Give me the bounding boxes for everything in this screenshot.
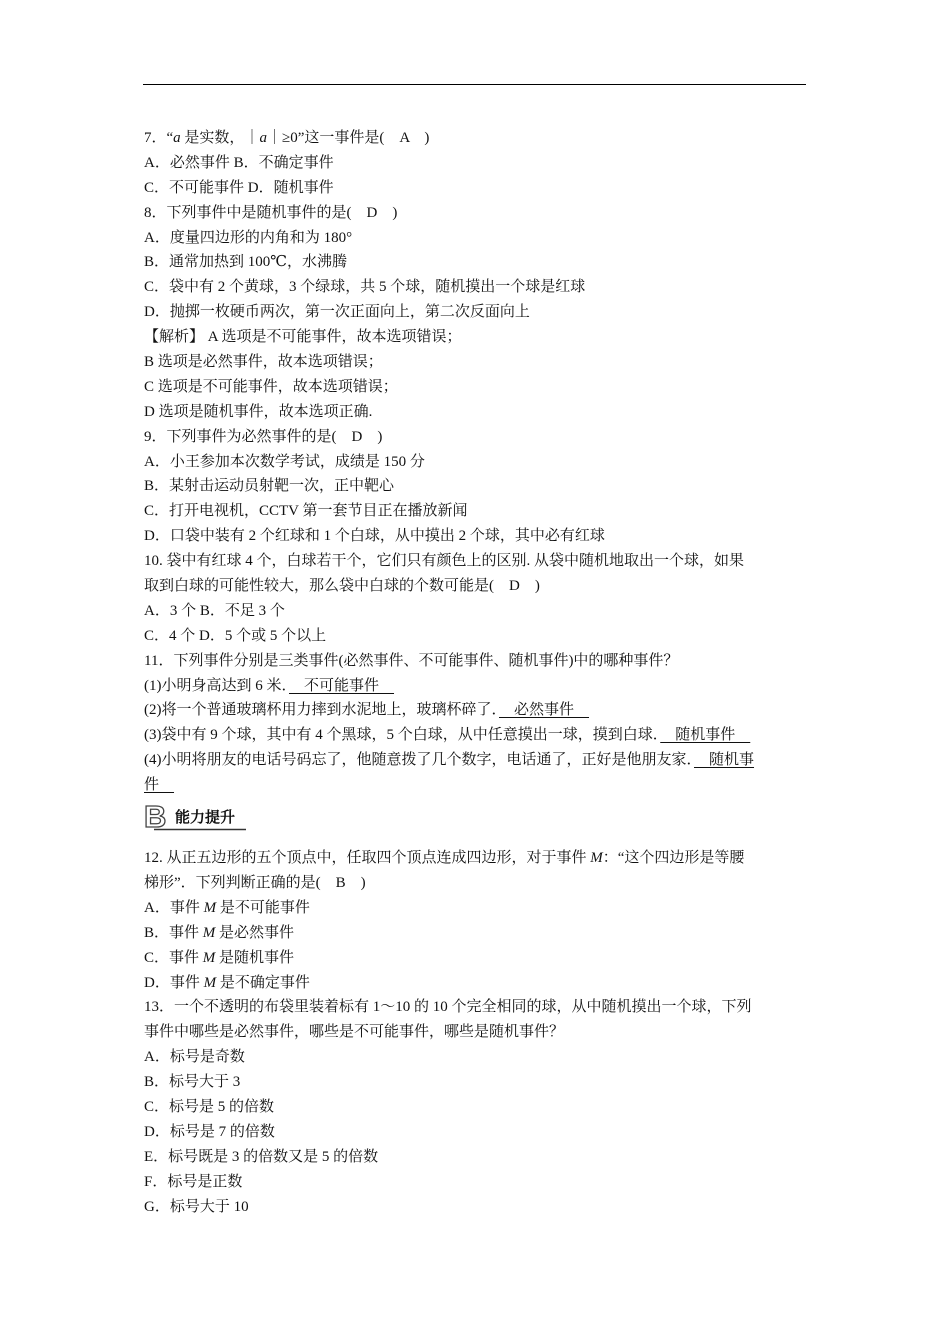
q8-option-b: B．通常加热到 100℃，水沸腾 <box>144 254 348 271</box>
q8-analysis-line-1: 【解析】 A 选项是不可能事件，故本选项错误； <box>144 329 462 346</box>
q12-stem-line-2: 梯形”．下列判断正确的是( B ) <box>144 874 366 891</box>
q12-option-c: C．事件 M 是随机事件 <box>144 949 295 966</box>
q9-stem: 9．下列事件为必然事件的是( D ) <box>144 428 383 445</box>
q9-option-a: A．小王参加本次数学考试，成绩是 150 分 <box>144 453 425 470</box>
q8-option-c: C．袋中有 2 个黄球，3 个绿球，共 5 个球，随机摸出一个球是红球 <box>144 279 586 296</box>
q13-option-e: E．标号既是 3 的倍数又是 5 的倍数 <box>144 1148 379 1165</box>
q13-option-a: A．标号是奇数 <box>144 1049 245 1066</box>
q13-option-f: F．标号是正数 <box>144 1173 243 1190</box>
q9-option-d: D．口袋中装有 2 个红球和 1 个白球，从中摸出 2 个球，其中必有红球 <box>144 528 605 545</box>
q11-answer-3: 随机事件 <box>660 727 751 744</box>
q11-part-4: (4)小明将朋友的电话号码忘了，他随意拨了几个数字，电话通了，正好是他朋友家． 随机事 <box>144 752 755 769</box>
q12-option-d: D．事件 M 是不确定事件 <box>144 974 310 991</box>
worksheet-body <box>144 126 808 1219</box>
q10-stem-line-1: 10. 袋中有红球 4 个，白球若干个，它们只有颜色上的区别. 从袋中随机地取出一个球，如果 <box>144 553 745 570</box>
q11-answer-4-cont: 件 <box>144 777 175 794</box>
q12-option-a: A．事件 M 是不可能事件 <box>144 899 310 916</box>
q8-analysis-line-4: D 选项是随机事件，故本选项正确. <box>144 403 373 420</box>
q8-analysis-line-3: C 选项是不可能事件，故本选项错误； <box>144 378 398 395</box>
q13-stem-line-1: 13．一个不透明的布袋里装着标有 1～10 的 10 个完全相同的球，从中随机摸出一个球，下列 <box>144 999 752 1016</box>
q9-option-b: B．某射击运动员射靶一次，正中靶心 <box>144 478 395 495</box>
q11-part-3: (3)袋中有 9 个球，其中有 4 个黑球，5 个白球，从中任意摸出一球，摸到白球． 随机事件 <box>144 727 751 744</box>
q13-option-b: B．标号大于 3 <box>144 1074 241 1091</box>
q7-options-cd: C．不可能事件 D．随机事件 <box>144 179 334 196</box>
q10-options-ab: A．3 个 B．不足 3 个 <box>144 602 285 619</box>
q11-stem: 11．下列事件分别是三类事件(必然事件、不可能事件、随机事件)中的哪种事件？ <box>144 652 679 669</box>
q12-option-b: B．事件 M 是必然事件 <box>144 924 295 941</box>
q11-part-1: (1)小明身高达到 6 米． 不可能事件 <box>144 677 395 694</box>
q11-answer-1: 不可能事件 <box>289 677 395 694</box>
q13-option-d: D．标号是 7 的倍数 <box>144 1123 275 1140</box>
header-rule <box>143 84 806 85</box>
badge-letter: B <box>144 800 167 833</box>
q11-part-4-continued <box>144 773 808 798</box>
section-badge-graphic <box>144 800 248 832</box>
q11-answer-4: 随机事 <box>694 752 755 769</box>
q12-stem-line-1: 12. 从正五边形的五个顶点中，任取四个顶点连成四边形，对于事件 M：“这个四边形是等腰 <box>144 850 745 867</box>
q7-stem: 7．“a 是实数，｜a｜≥0”这一事件是( A ) <box>144 130 430 146</box>
q9-option-c: C．打开电视机，CCTV 第一套节目正在播放新闻 <box>144 503 468 520</box>
q13-option-c: C．标号是 5 的倍数 <box>144 1098 275 1115</box>
section-badge-ability <box>144 800 808 832</box>
q7-options-ab: A．必然事件 B．不确定事件 <box>144 154 334 171</box>
q8-option-d: D．抛掷一枚硬币两次，第一次正面向上，第二次反面向上 <box>144 304 530 321</box>
badge-title: 能力提升 <box>175 808 236 827</box>
q11-part-2: (2)将一个普通玻璃杯用力摔到水泥地上，玻璃杯碎了． 必然事件 <box>144 702 590 719</box>
q8-analysis-line-2: B 选项是必然事件，故本选项错误； <box>144 354 383 371</box>
q13-option-g: G．标号大于 10 <box>144 1198 249 1215</box>
q11-answer-2: 必然事件 <box>499 702 590 719</box>
q10-stem-line-2: 取到白球的可能性较大，那么袋中白球的个数可能是( D ) <box>144 578 540 595</box>
q8-stem: 8．下列事件中是随机事件的是( D ) <box>144 204 398 221</box>
q13-stem-line-2: 事件中哪些是必然事件，哪些是不可能事件，哪些是随机事件？ <box>144 1024 565 1041</box>
q8-option-a: A．度量四边形的内角和为 180° <box>144 229 353 246</box>
q10-options-cd: C．4 个 D．5 个或 5 个以上 <box>144 627 327 644</box>
